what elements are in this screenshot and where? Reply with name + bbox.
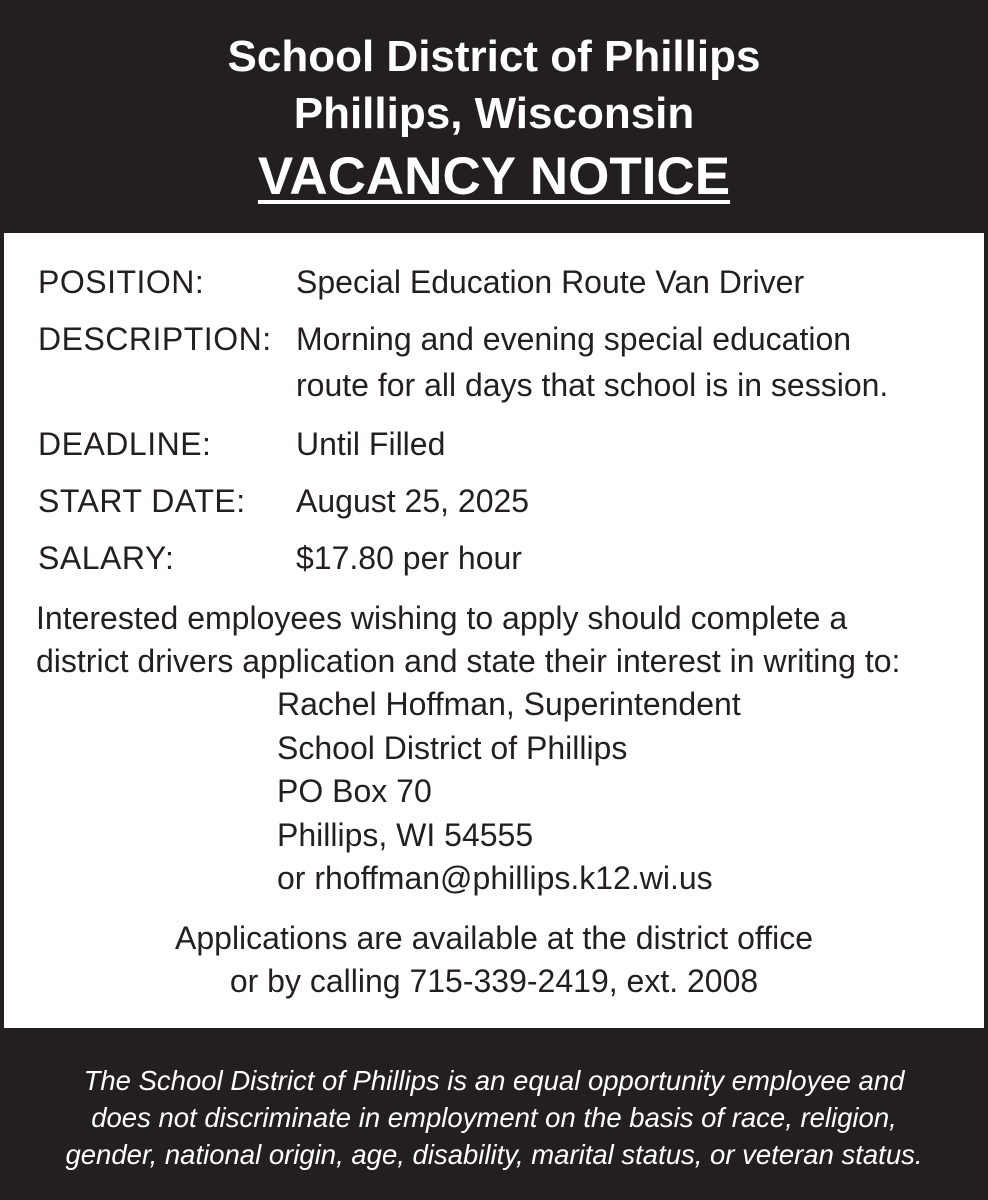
availability-note — [4, 917, 984, 1003]
detail-label: SALARY: — [38, 540, 175, 576]
detail-label: DESCRIPTION: — [38, 321, 272, 357]
detail-value: $17.80 per hour — [296, 540, 522, 576]
availability-line: or by calling 715-339-2419, ext. 2008 — [229, 963, 759, 999]
contact-organization: School District of Phillips — [277, 729, 628, 766]
contact-email: or rhoffman@phillips.k12.wi.us — [277, 860, 713, 896]
instructions-line: Interested employees wishing to apply should complete a — [36, 600, 848, 636]
detail-value: Special Education Route Van Driver — [296, 264, 805, 300]
equal-opportunity-statement — [0, 1062, 988, 1173]
notice-header — [0, 0, 988, 232]
detail-label: DEADLINE: — [38, 426, 212, 462]
district-name: School District of Phillips — [227, 32, 761, 81]
availability-line: Applications are available at the district office — [175, 920, 813, 956]
equal-opportunity-footer — [0, 1028, 988, 1200]
contact-address — [277, 683, 741, 901]
application-instructions — [36, 597, 900, 683]
contact-name: Rachel Hoffman, Superintendent — [277, 686, 741, 722]
instructions-line: district drivers application and state their interest in writing to: — [36, 643, 901, 679]
statement-line: gender, national origin, age, disability, marital status, or veteran status. — [65, 1139, 923, 1170]
contact-po-box: PO Box 70 — [277, 773, 432, 809]
detail-label: START DATE: — [38, 483, 246, 519]
detail-value — [296, 316, 888, 408]
detail-value: Until Filled — [296, 426, 446, 462]
detail-label: POSITION: — [38, 264, 205, 300]
contact-city: Phillips, WI 54555 — [277, 816, 534, 853]
detail-value-line: route for all days that school is in session. — [296, 367, 889, 403]
statement-line: The School District of Phillips is an equal opportunity employee and — [83, 1065, 905, 1096]
notice-body — [4, 233, 984, 1028]
detail-value: August 25, 2025 — [296, 483, 530, 519]
notice-title-text: VACANCY NOTICE — [257, 147, 731, 206]
notice-title — [0, 147, 988, 206]
district-location: Phillips, Wisconsin — [293, 89, 695, 138]
detail-value-line: Morning and evening special education — [296, 321, 852, 357]
statement-line: does not discriminate in employment on the basis of race, religion, — [91, 1102, 897, 1133]
